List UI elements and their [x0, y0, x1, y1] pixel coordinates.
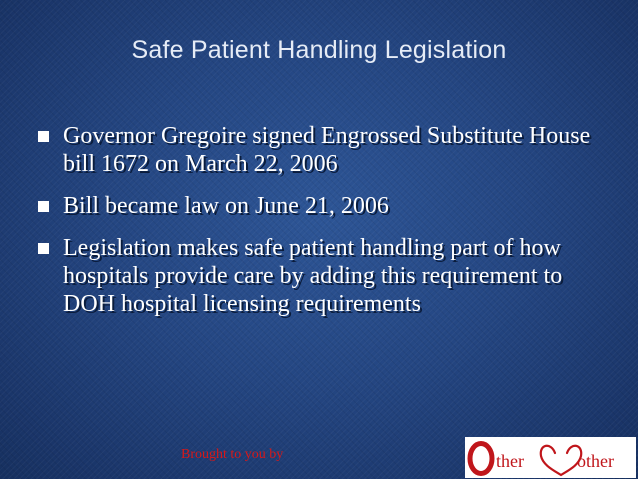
logo-text-1: ther — [496, 451, 524, 471]
logo-o-shape — [470, 444, 492, 474]
bullet-list — [34, 122, 614, 332]
slide-title: Safe Patient Handling Legislation — [131, 36, 507, 64]
logo-graphic — [465, 437, 636, 478]
square-bullet-icon — [38, 131, 49, 142]
bullet-item — [34, 192, 614, 220]
other-mother-logo — [465, 437, 636, 478]
bullet-text: Legislation makes safe patient handling part of how hospitals provide care by adding this requirement to DOH hospital licensing requirements — [63, 235, 563, 317]
bullet-item — [34, 122, 614, 178]
bullet-item — [34, 234, 614, 318]
square-bullet-icon — [38, 201, 49, 212]
footer-credit: Brought to you by — [181, 447, 284, 462]
square-bullet-icon — [38, 243, 49, 254]
bullet-text: Governor Gregoire signed Engrossed Substitute House bill 1672 on March 22, 2006 — [63, 123, 591, 177]
heart-icon — [541, 446, 581, 475]
logo-text-2: other — [577, 451, 614, 471]
bullet-text: Bill became law on June 21, 2006 — [63, 193, 389, 219]
